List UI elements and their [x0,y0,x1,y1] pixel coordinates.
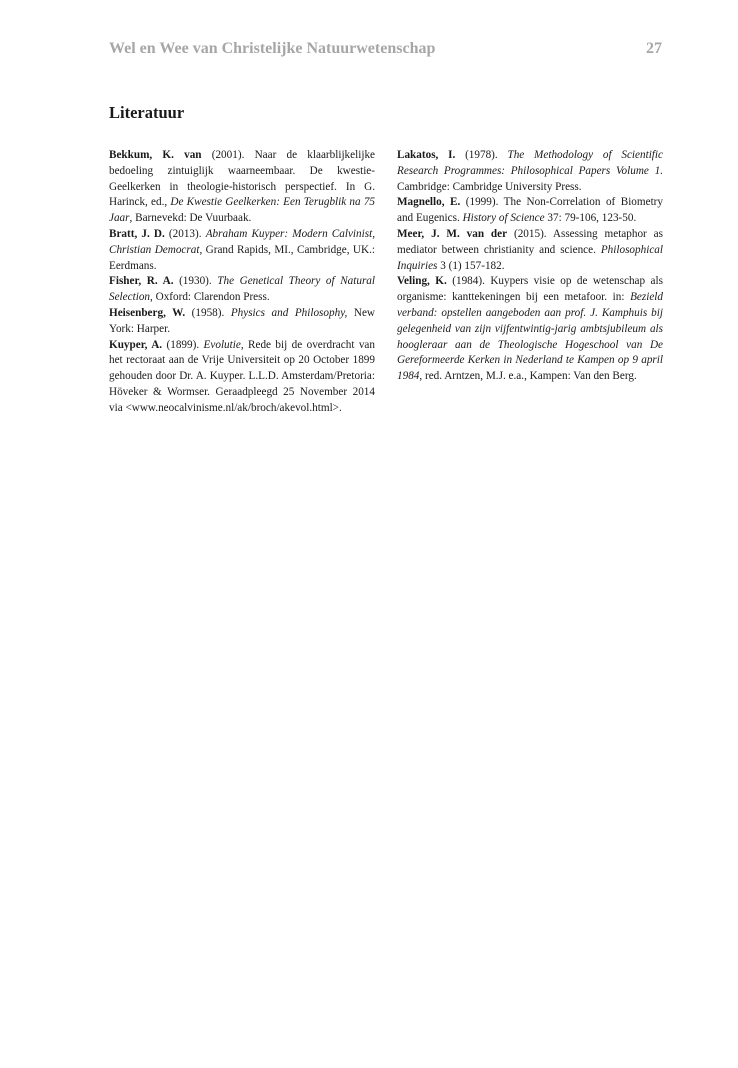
reference-details: Cambridge: Cambridge University Press. [397,180,582,193]
reference-author: Fisher, R. A. [109,275,174,288]
reference-entry [397,148,663,195]
reference-entry [109,227,375,274]
reference-year: (1899). [162,338,204,351]
reference-entry [397,227,663,274]
reference-text: Kuypers visie op de wetenschap als organisme: kanttekeningen bij een metafoor. in: [397,275,663,304]
reference-entry [397,274,663,385]
references-column-left [109,148,375,417]
reference-details: New York: Harper. [109,306,375,335]
reference-title: Bezield verband: opstellen aangeboden aan prof. J. Kamphuis bij gelegenheid van zijn vijfentwintig-jarig ambtsjubileum als hoogleraar aan de Theologische Hogeschool van De Gereformeerde Kerken in Nederland te Kampen op 9 april 1984 [397,291,663,383]
reference-year: (1984). [446,275,491,288]
page-number: 27 [646,40,662,57]
reference-entry [109,338,375,417]
reference-author: Bekkum, K. van [109,149,202,161]
reference-author: Meer, J. M. van der [397,227,508,240]
reference-author: Heisenberg, W. [109,306,186,319]
reference-year: (2013). [164,227,206,240]
reference-title: Abraham Kuyper: Modern Calvinist, Christian Democrat [109,227,375,256]
reference-details: , red. Arntzen, M.J. e.a., Kampen: Van den Berg. [419,370,637,383]
reference-title: History of Science [462,212,545,225]
reference-entry [109,274,375,306]
reference-author: Magnello, E. [397,196,461,209]
running-header [109,40,662,58]
reference-year: (1999). [460,196,504,209]
reference-year: (1930). [173,275,218,288]
reference-details: , Grand Rapids, MI., Cambridge, UK.: Eerdmans. [109,243,375,272]
reference-text: Naar de klaarblijkelijke bedoeling zintuiglijk waarneembaar. De kwestie-Geelkerken in theologie-historisch perspectief. In G. Harinck, ed., [109,149,376,209]
reference-details: 37: 79-106, 123-50. [544,212,637,225]
reference-author: Bratt, J. D. [109,227,165,240]
running-title: Wel en Wee van Christelijke Natuurwetenschap [109,40,436,57]
reference-author: Lakatos, I. [397,149,456,161]
reference-author: Veling, K. [397,275,447,288]
reference-entry [397,195,663,227]
references-column-right [397,148,663,385]
reference-text: The Non-Correlation of Biometry and Eugenics. [397,196,663,225]
reference-year: (1978). [455,149,508,161]
reference-details: 3 (1) 157-182. [437,259,505,272]
reference-title: Philosophical Inquiries [397,243,663,272]
reference-entry [109,148,375,227]
reference-title: The Methodology of Scientific Research Programmes: Philosophical Papers Volume 1. [397,149,663,177]
reference-details: , Rede bij de overdracht van het rectoraat aan de Vrije Universiteit op 20 October 1899 gehouden door Dr. A. Kuyper. L.L.D. Amsterdam/Pretoria: Höveker & Wormser. Geraadpleegd 25 November 2014 via <www.neocalvinisme.nl/ak/broch/akevol.html>. [109,338,375,414]
reference-title: Evolutie [203,338,241,351]
reference-title: The Genetical Theory of Natural Selection [109,275,376,304]
reference-title: Physics and Philosophy, [230,306,348,319]
reference-details: , Barnevekd: De Vuurbaak. [129,212,252,225]
reference-details: , Oxford: Clarendon Press. [150,291,270,304]
reference-text: Assessing metaphor as mediator between christianity and science. [397,227,663,256]
reference-title: De Kwestie Geelkerken: Een Terugblik na 75 Jaar [109,196,376,225]
reference-year: (1958). [185,306,231,319]
reference-year: (2001). [201,149,255,161]
reference-author: Kuyper, A. [109,338,163,351]
reference-entry [109,306,375,338]
section-title: Literatuur [109,103,185,122]
reference-year: (2015). [507,227,553,240]
